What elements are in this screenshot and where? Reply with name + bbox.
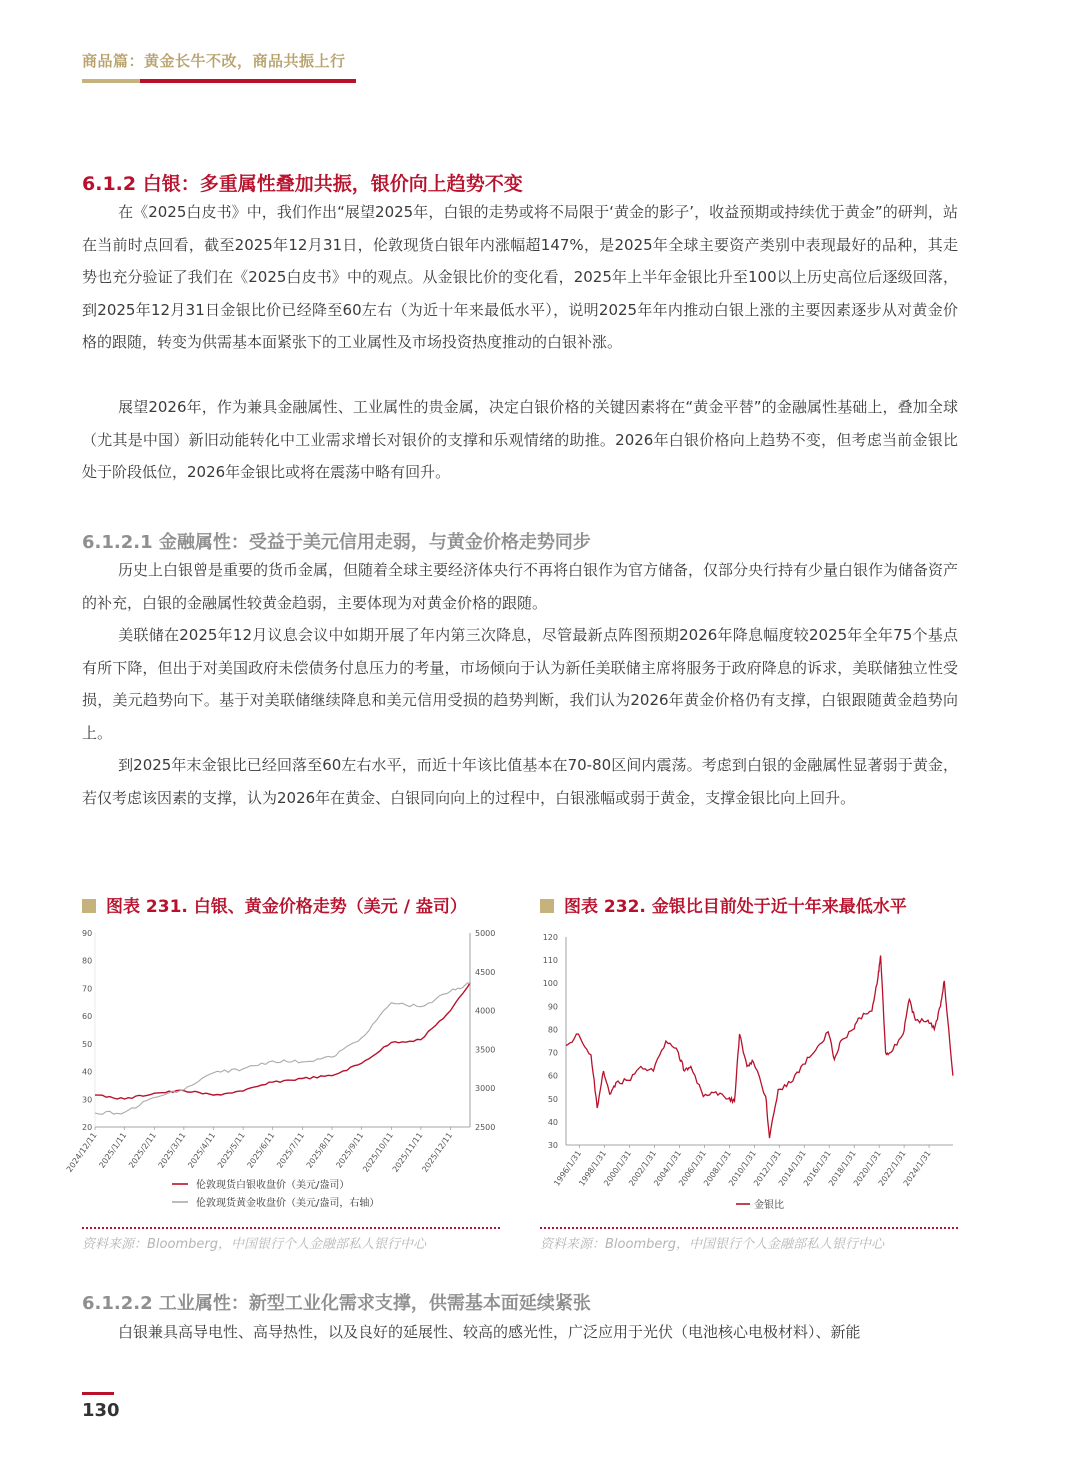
x-tick-label: 1996/1/31 xyxy=(552,1148,584,1188)
y-left-tick-label: 80 xyxy=(82,956,93,966)
x-tick-label: 2025/2/11 xyxy=(126,1130,158,1170)
y-tick-label: 80 xyxy=(547,1025,558,1035)
x-tick-label: 2000/1/31 xyxy=(602,1148,634,1188)
x-tick-label: 2010/1/31 xyxy=(727,1148,758,1188)
x-tick-label: 2025/10/11 xyxy=(361,1130,395,1174)
figure-231-title-text: 图表 231. 白银、黄金价格走势（美元 / 盎司） xyxy=(106,897,467,917)
figure-232-title-text: 图表 232. 金银比目前处于近十年来最低水平 xyxy=(564,897,907,917)
paragraph-text: 展望2026年，作为兼具金融属性、工业属性的贵金属，决定白银价格的关键因素将在“黄金平替”的金融属性基础上，叠加全球（尤其是中国）新旧动能转化中工业需求增长对银价的支撑和乐观情绪的助推。2026年白银价格向上趋势不变，但考虑当前金银比处于阶段低位，2026年金银比或将在震荡中略有回升。 xyxy=(82,398,958,481)
gold-silver-ratio-line xyxy=(566,956,953,1139)
paragraph-text: 白银兼具高导电性、高导热性，以及良好的延展性、较高的感光性，广泛应用于光伏（电池核心电极材料）、新能 xyxy=(118,1323,861,1341)
paragraph xyxy=(82,391,958,489)
subsection-title: 6.1.2.1 金融属性：受益于美元信用走弱，与黄金价格走势同步 xyxy=(82,532,591,553)
page-header xyxy=(82,50,356,83)
y-left-tick-label: 90 xyxy=(82,929,93,938)
figure-231-title xyxy=(82,892,467,917)
x-tick-label: 2025/4/11 xyxy=(186,1130,218,1170)
paragraph-text: 在《2025白皮书》中，我们作出“展望2025年，白银的走势或将不局限于‘黄金的影子’，收益预期或持续优于黄金”的研判，站在当前时点回看，截至2025年12月31日，伦敦现货白银年内涨幅超147%，是2025年全球主要资产类别中表现最好的品种，其走势也充分验证了我们在《2025白皮书》中的观点。从金银比价的变化看，2025年上半年金银比升至100以上历史高位后逐级回落，到2025年12月31日金银比价已经降至60左右（为近十年来最低水平），说明2025年年内推动白银上涨的主要因素逐步从对黄金价格的跟随，转变为供需基本面紧张下的工业属性及市场投资热度推动的白银补涨。 xyxy=(82,203,958,351)
y-tick-label: 40 xyxy=(547,1117,558,1127)
y-right-tick-label: 5000 xyxy=(475,929,496,938)
x-tick-label: 2024/12/11 xyxy=(64,1130,99,1174)
x-tick-label: 1998/1/31 xyxy=(577,1148,609,1188)
subsection-title: 6.1.2.2 工业属性：新型工业化需求支撑，供需基本面延续紧张 xyxy=(82,1293,591,1314)
y-tick-label: 30 xyxy=(547,1141,558,1150)
figure-231-source: 资料来源：Bloomberg，中国银行个人金融部私人银行中心 xyxy=(82,1237,426,1252)
silver-price-line xyxy=(95,983,470,1099)
x-tick-label: 2025/8/11 xyxy=(304,1130,336,1170)
header-title: 商品篇：黄金长牛不改，商品共振上行 xyxy=(82,52,346,70)
paragraph xyxy=(82,554,958,619)
y-left-tick-label: 40 xyxy=(82,1067,93,1077)
x-tick-label: 2025/7/11 xyxy=(275,1130,307,1170)
y-tick-label: 110 xyxy=(542,956,558,966)
paragraph-text: 历史上白银曾是重要的货币金属，但随着全球主要经济体央行不再将白银作为官方储备，仅部分央行持有少量白银作为储备资产的补充，白银的金融属性较黄金趋弱，主要体现为对黄金价格的跟随。 xyxy=(82,561,959,612)
x-tick-label: 2020/1/31 xyxy=(851,1148,883,1188)
y-left-tick-label: 60 xyxy=(82,1012,93,1022)
paragraph xyxy=(82,749,958,814)
y-right-tick-label: 4000 xyxy=(475,1006,496,1016)
divider xyxy=(82,1227,500,1229)
section-title: 6.1.2 白银：多重属性叠加共振，银价向上趋势不变 xyxy=(82,173,523,195)
paragraph-text: 到2025年末金银比已经回落至60左右水平，而近十年该比值基本在70-80区间内震荡。考虑到白银的金融属性显著弱于黄金，若仅考虑该因素的支撑，认为2026年在黄金、白银同向向上的过程中，白银涨幅或弱于黄金，支撑金银比向上回升。 xyxy=(82,756,958,807)
paragraph-text: 美联储在2025年12月议息会议中如期开展了年内第三次降息，尽管最新点阵图预期2026年降息幅度较2025年全年75个基点有所下降，但出于对美国政府未偿债务付息压力的考量，市场倾向于认为新任美联储主席将服务于政府降息的诉求，美联储独立性受损，美元趋势向下。基于对美联储继续降息和美元信用受损的趋势判断，我们认为2026年黄金价格仍有支撑，白银跟随黄金趋势向上。 xyxy=(82,626,958,742)
title-marker-icon xyxy=(82,899,96,913)
x-tick-label: 2025/3/11 xyxy=(156,1130,188,1170)
figure-232-source: 资料来源：Bloomberg，中国银行个人金融部私人银行中心 xyxy=(540,1237,884,1252)
x-tick-label: 2006/1/31 xyxy=(677,1148,708,1188)
y-right-tick-label: 3500 xyxy=(475,1045,496,1055)
legend-label: 伦敦现货白银收盘价（美元/盎司） xyxy=(196,1180,350,1191)
chart-gold-silver-ratio xyxy=(538,925,963,1220)
chart-silver-gold-prices xyxy=(64,925,505,1220)
x-tick-label: 2008/1/31 xyxy=(702,1148,733,1188)
x-tick-label: 2004/1/31 xyxy=(652,1148,684,1188)
title-marker-icon xyxy=(540,899,554,913)
x-tick-label: 2025/6/11 xyxy=(245,1130,277,1170)
x-tick-label: 2025/11/11 xyxy=(390,1130,425,1174)
paragraph xyxy=(82,196,958,359)
x-tick-label: 2025/12/11 xyxy=(420,1130,455,1174)
x-tick-label: 2025/1/11 xyxy=(97,1130,129,1170)
x-tick-label: 2002/1/31 xyxy=(627,1148,659,1188)
y-tick-label: 60 xyxy=(547,1071,558,1081)
legend-label: 金银比 xyxy=(754,1200,784,1211)
y-tick-label: 90 xyxy=(547,1002,558,1012)
paragraph xyxy=(82,1316,958,1349)
y-tick-label: 70 xyxy=(547,1048,558,1058)
y-right-tick-label: 3000 xyxy=(475,1084,496,1094)
paragraph xyxy=(82,619,958,749)
divider xyxy=(540,1227,958,1229)
figure-232-title xyxy=(540,892,907,917)
y-right-tick-label: 2500 xyxy=(475,1123,496,1132)
page-number-rule xyxy=(82,1392,114,1395)
x-tick-label: 2012/1/31 xyxy=(751,1148,783,1188)
x-tick-label: 2018/1/31 xyxy=(826,1148,858,1188)
y-left-tick-label: 20 xyxy=(82,1123,93,1132)
y-left-tick-label: 30 xyxy=(82,1095,93,1105)
x-tick-label: 2016/1/31 xyxy=(801,1148,833,1188)
y-tick-label: 120 xyxy=(542,933,558,942)
x-tick-label: 2022/1/31 xyxy=(876,1148,908,1188)
page-number: 130 xyxy=(82,1400,120,1421)
legend-label: 伦敦现货黄金收盘价（美元/盎司，右轴） xyxy=(196,1198,380,1209)
y-tick-label: 100 xyxy=(542,979,558,989)
x-tick-label: 2025/9/11 xyxy=(334,1130,366,1170)
y-tick-label: 50 xyxy=(547,1094,558,1104)
x-tick-label: 2025/5/11 xyxy=(215,1130,247,1170)
header-rule xyxy=(82,79,356,83)
x-tick-label: 2024/1/31 xyxy=(901,1148,933,1188)
y-left-tick-label: 50 xyxy=(82,1039,93,1049)
y-left-tick-label: 70 xyxy=(82,984,93,994)
x-tick-label: 2014/1/31 xyxy=(776,1148,808,1188)
y-right-tick-label: 4500 xyxy=(475,967,496,977)
